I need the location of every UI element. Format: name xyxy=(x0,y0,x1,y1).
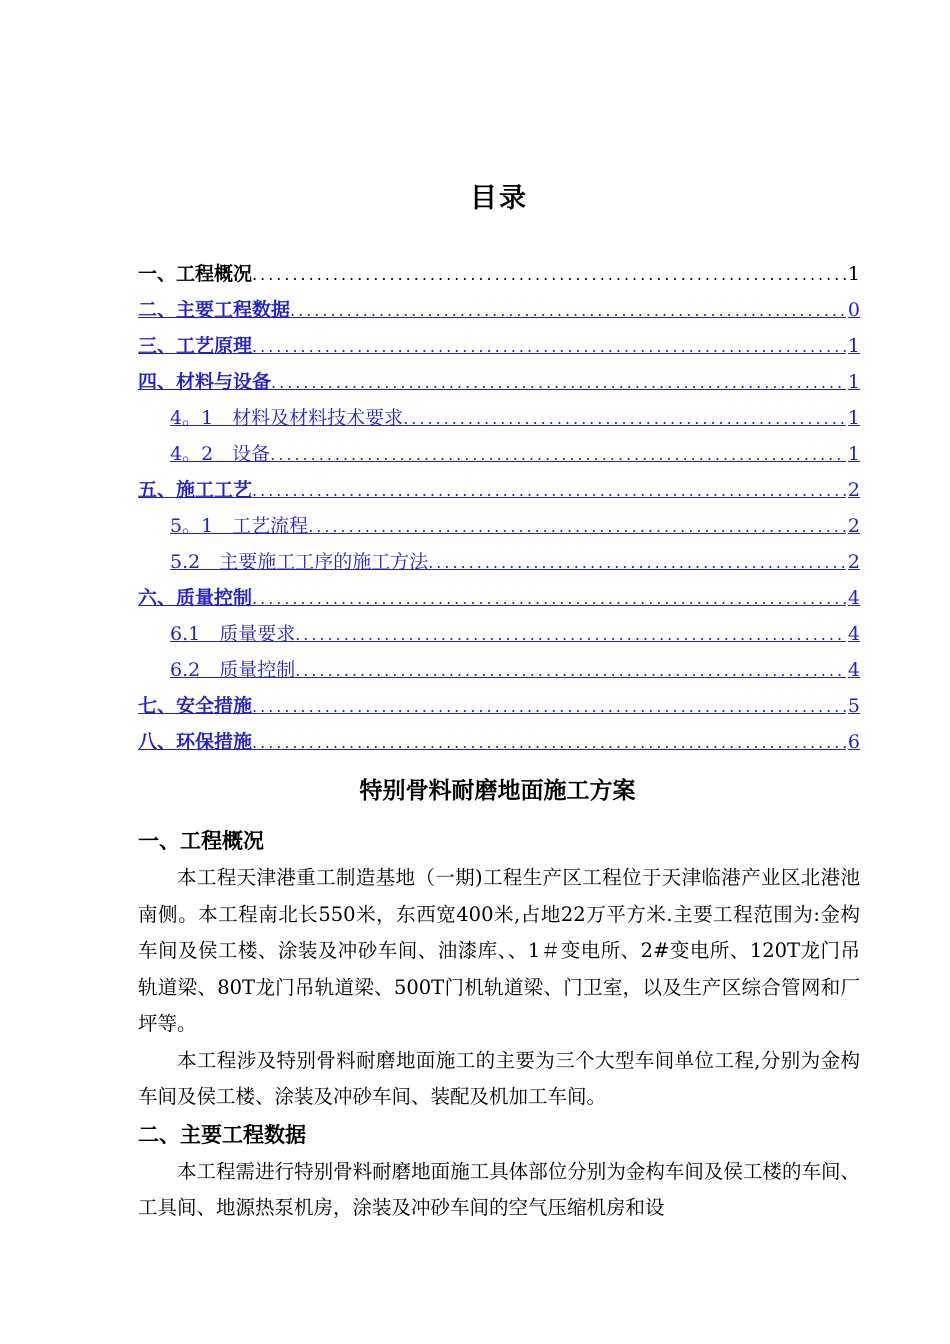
toc-entry-page-number: 1 xyxy=(847,443,860,465)
toc-entry-page-number: 2 xyxy=(847,479,860,501)
toc-entry-page-number: 0 xyxy=(847,299,860,321)
toc-entry-page-number: 5 xyxy=(847,695,860,717)
toc-entry[interactable] xyxy=(138,400,860,436)
toc-leader-dots xyxy=(290,293,846,329)
toc-leader-dots xyxy=(295,617,846,653)
toc-entry-page-number: 6 xyxy=(847,731,860,753)
toc-entry-page-number: 1 xyxy=(847,407,860,429)
toc-entry-page-number: 2 xyxy=(847,551,860,573)
toc-leader-dots xyxy=(252,581,846,617)
toc-leader-dots xyxy=(403,401,846,437)
toc-entry-label: 五、施工工艺 xyxy=(138,479,253,501)
section-overview xyxy=(138,822,860,1116)
toc-leader-dots xyxy=(252,329,846,365)
toc-entry-label: 三、工艺原理 xyxy=(138,335,253,357)
toc-entry[interactable] xyxy=(138,292,860,328)
toc-entry[interactable] xyxy=(138,472,860,508)
toc-entry-page-number: 4 xyxy=(847,659,860,681)
toc-entry[interactable] xyxy=(138,724,860,760)
toc-entry-label: 6.1 质量要求 xyxy=(170,623,296,645)
toc-entry-label: 4。2 设备 xyxy=(170,443,271,465)
toc-entry[interactable] xyxy=(138,328,860,364)
toc-leader-dots xyxy=(252,689,846,725)
toc-entry[interactable] xyxy=(138,616,860,652)
toc-entry[interactable] xyxy=(138,652,860,688)
toc-leader-dots xyxy=(252,257,846,293)
toc-entry[interactable] xyxy=(138,580,860,616)
toc-entry-label: 二、主要工程数据 xyxy=(138,299,291,321)
toc-leader-dots xyxy=(271,365,846,401)
toc-leader-dots xyxy=(295,653,846,689)
toc-entry-page-number: 1 xyxy=(847,263,860,285)
section-heading: 二、主要工程数据 xyxy=(138,1122,306,1147)
toc-entry[interactable] xyxy=(138,508,860,544)
toc-entry-label: 四、材料与设备 xyxy=(138,371,272,393)
toc-entry-label: 一、工程概况 xyxy=(138,263,253,285)
toc-entry[interactable] xyxy=(138,256,860,292)
toc-entry[interactable] xyxy=(138,688,860,724)
toc-entry[interactable] xyxy=(138,364,860,400)
toc-leader-dots xyxy=(308,509,846,545)
document-title: 特别骨料耐磨地面施工方案 xyxy=(359,778,636,804)
table-of-contents xyxy=(138,256,860,760)
toc-entry-label: 5.2 主要施工工序的施工方法 xyxy=(170,551,429,573)
section-main-data xyxy=(138,1116,860,1227)
toc-entry[interactable] xyxy=(138,436,860,472)
toc-leader-dots xyxy=(252,473,846,509)
toc-entry-label: 4。1 材料及材料技术要求 xyxy=(170,407,404,429)
toc-entry-label: 6.2 质量控制 xyxy=(170,659,296,681)
toc-title: 目录 xyxy=(470,183,528,214)
toc-entry-page-number: 2 xyxy=(847,515,860,537)
document-body xyxy=(138,822,860,1227)
toc-entry-label: 六、质量控制 xyxy=(138,587,253,609)
toc-entry-label: 八、环保措施 xyxy=(138,731,253,753)
toc-entry-label: 七、安全措施 xyxy=(138,695,253,717)
toc-leader-dots xyxy=(270,437,846,473)
toc-entry-page-number: 4 xyxy=(847,587,860,609)
toc-leader-dots xyxy=(428,545,846,581)
section-heading: 一、工程概况 xyxy=(138,829,264,853)
toc-entry-page-number: 4 xyxy=(847,623,860,645)
paragraph: 本工程需进行特别骨料耐磨地面施工具体部位分别为金构车间及侯工楼的车间、工具间、地源热泵机房，涂装及冲砂车间的空气压缩机房和设 xyxy=(138,1159,860,1219)
paragraph: 本工程涉及特别骨料耐磨地面施工的主要为三个大型车间单位工程,分别为金构车间及侯工楼、涂装及冲砂车间、装配及机加工车间。 xyxy=(138,1048,860,1108)
paragraph: 本工程天津港重工制造基地（一期)工程生产区工程位于天津临港产业区北港池南侧。本工程南北长550米，东西宽400米,占地22万平方米.主要工程范围为:金构车间及侯工楼、涂装及冲砂车间、油漆库、、1＃变电所、2#变电所、120T龙门吊轨道梁、80T龙门吊轨道梁、500T门机轨道梁、门卫室，以及生产区综合管网和厂坪等。 xyxy=(138,866,860,1035)
toc-entry-page-number: 1 xyxy=(847,335,860,357)
toc-leader-dots xyxy=(252,725,846,761)
toc-entry-page-number: 1 xyxy=(847,371,860,393)
toc-entry[interactable] xyxy=(138,544,860,580)
toc-entry-label: 5。1 工艺流程 xyxy=(170,515,309,537)
